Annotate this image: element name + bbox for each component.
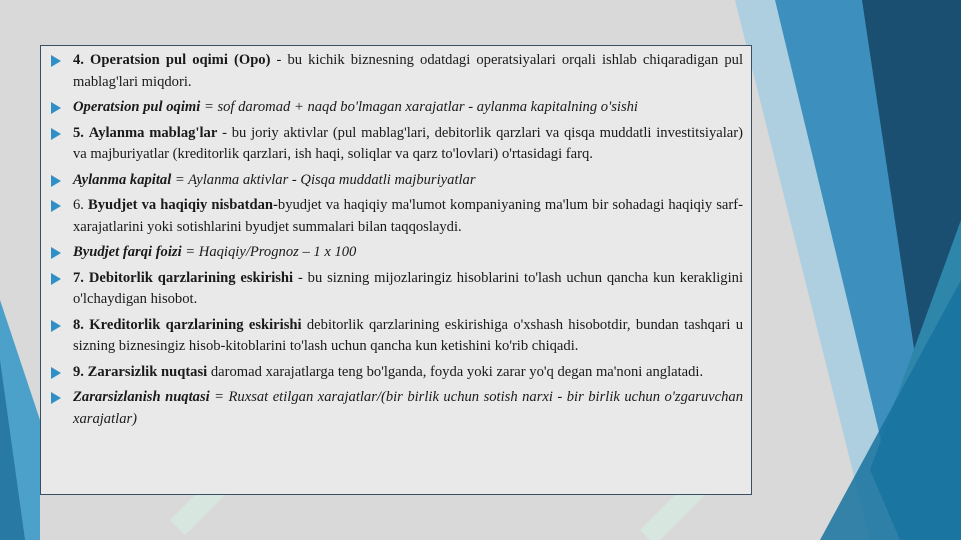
list-item [49,268,743,311]
triangle-bullet-icon [51,320,61,332]
formula-item [49,97,743,119]
item-number: 5. [73,124,84,141]
item-text: byudjet va haqiqiy ma'lumot kompaniyaning ma'lum bir sohadagi haqiqiy sarf-xarajatlarini yoki sotishlarini byudjet summalari bilan taqqoslaydi. [73,197,743,235]
list-item [49,195,743,238]
item-number: 6. [73,197,84,213]
formula-item [49,387,743,430]
triangle-bullet-icon [51,273,61,285]
triangle-bullet-icon [51,55,61,67]
formula-term: Operatsion pul oqimi [73,99,201,115]
item-term: Zararsizlik nuqtasi [87,363,208,380]
item-text: debitorlik qarzlarining eskirishiga o'xshash hisobotdir, bundan tashqari u sizning biznesingiz hisob-kitoblarini to'lash uchun qancha kun ketishini ko'rib chiqadi. [73,316,743,354]
item-term: Operatsion pul oqimi (Opo) [90,52,271,68]
item-term: Kreditorlik qarzlarining eskirishi [89,316,302,333]
list-item [49,315,743,358]
formula-term: Byudjet farqi foizi [73,244,182,260]
item-text: - bu joriy aktivlar (pul mablag'lari, debitorlik qarzlari va qisqa muddatli investitsiyalar) va majburiyatlar (kreditorlik qarzlari, ish haqi, soliqlar va qarz to'lovlari) o'rtasidagi farq. [73,124,743,162]
item-text: - bu sizning mijozlaringiz hisoblarini to'lash uchun qancha kun kerakligini o'lchaydigan hisobot. [73,269,744,307]
triangle-bullet-icon [51,247,61,259]
formula-term: Aylanma kapital [73,171,172,188]
item-number: 8. [73,316,84,333]
triangle-bullet-icon [51,392,61,404]
item-text: daromad xarajatlarga teng bo'lganda, foyda yoki zarar yo'q degan ma'noni anglatadi. [207,363,704,380]
triangle-bullet-icon [51,200,61,212]
triangle-bullet-icon [51,128,61,140]
formula-text: = sof daromad + naqd bo'lmagan xarajatlar - aylanma kapitalning o'sishi [200,99,638,115]
content-panel [40,45,752,495]
triangle-bullet-icon [51,102,61,114]
triangle-bullet-icon [51,367,61,379]
item-text: - bu kichik biznesning odatdagi operatsiyalari orqali ishlab chiqaradigan pul mablag'lari miqdori. [73,52,744,90]
formula-text: = Haqiqiy/Prognoz – 1 x 100 [181,244,357,260]
formula-text: = Aylanma aktivlar - Qisqa muddatli majburiyatlar [171,171,476,188]
item-term: Debitorlik qarzlarining eskirishi [88,269,294,286]
formula-term: Zararsizlanish nuqtasi [73,389,210,405]
formula-text: = Ruxsat etilgan xarajatlar/(bir birlik uchun sotish narxi - bir birlik uchun o'zgaruvchan xarajatlar) [73,389,743,427]
item-number: 4. [73,52,84,68]
item-term: Byudjet va haqiqiy nisbatdan- [88,197,278,213]
item-number: 9. [73,363,84,380]
formula-item [49,242,743,264]
triangle-bullet-icon [51,175,61,187]
item-number: 7. [73,269,84,286]
list-item [49,50,743,93]
item-term: Aylanma mablag'lar [88,124,218,141]
list-item [49,123,743,166]
list-item [49,362,743,384]
formula-item [49,170,743,192]
